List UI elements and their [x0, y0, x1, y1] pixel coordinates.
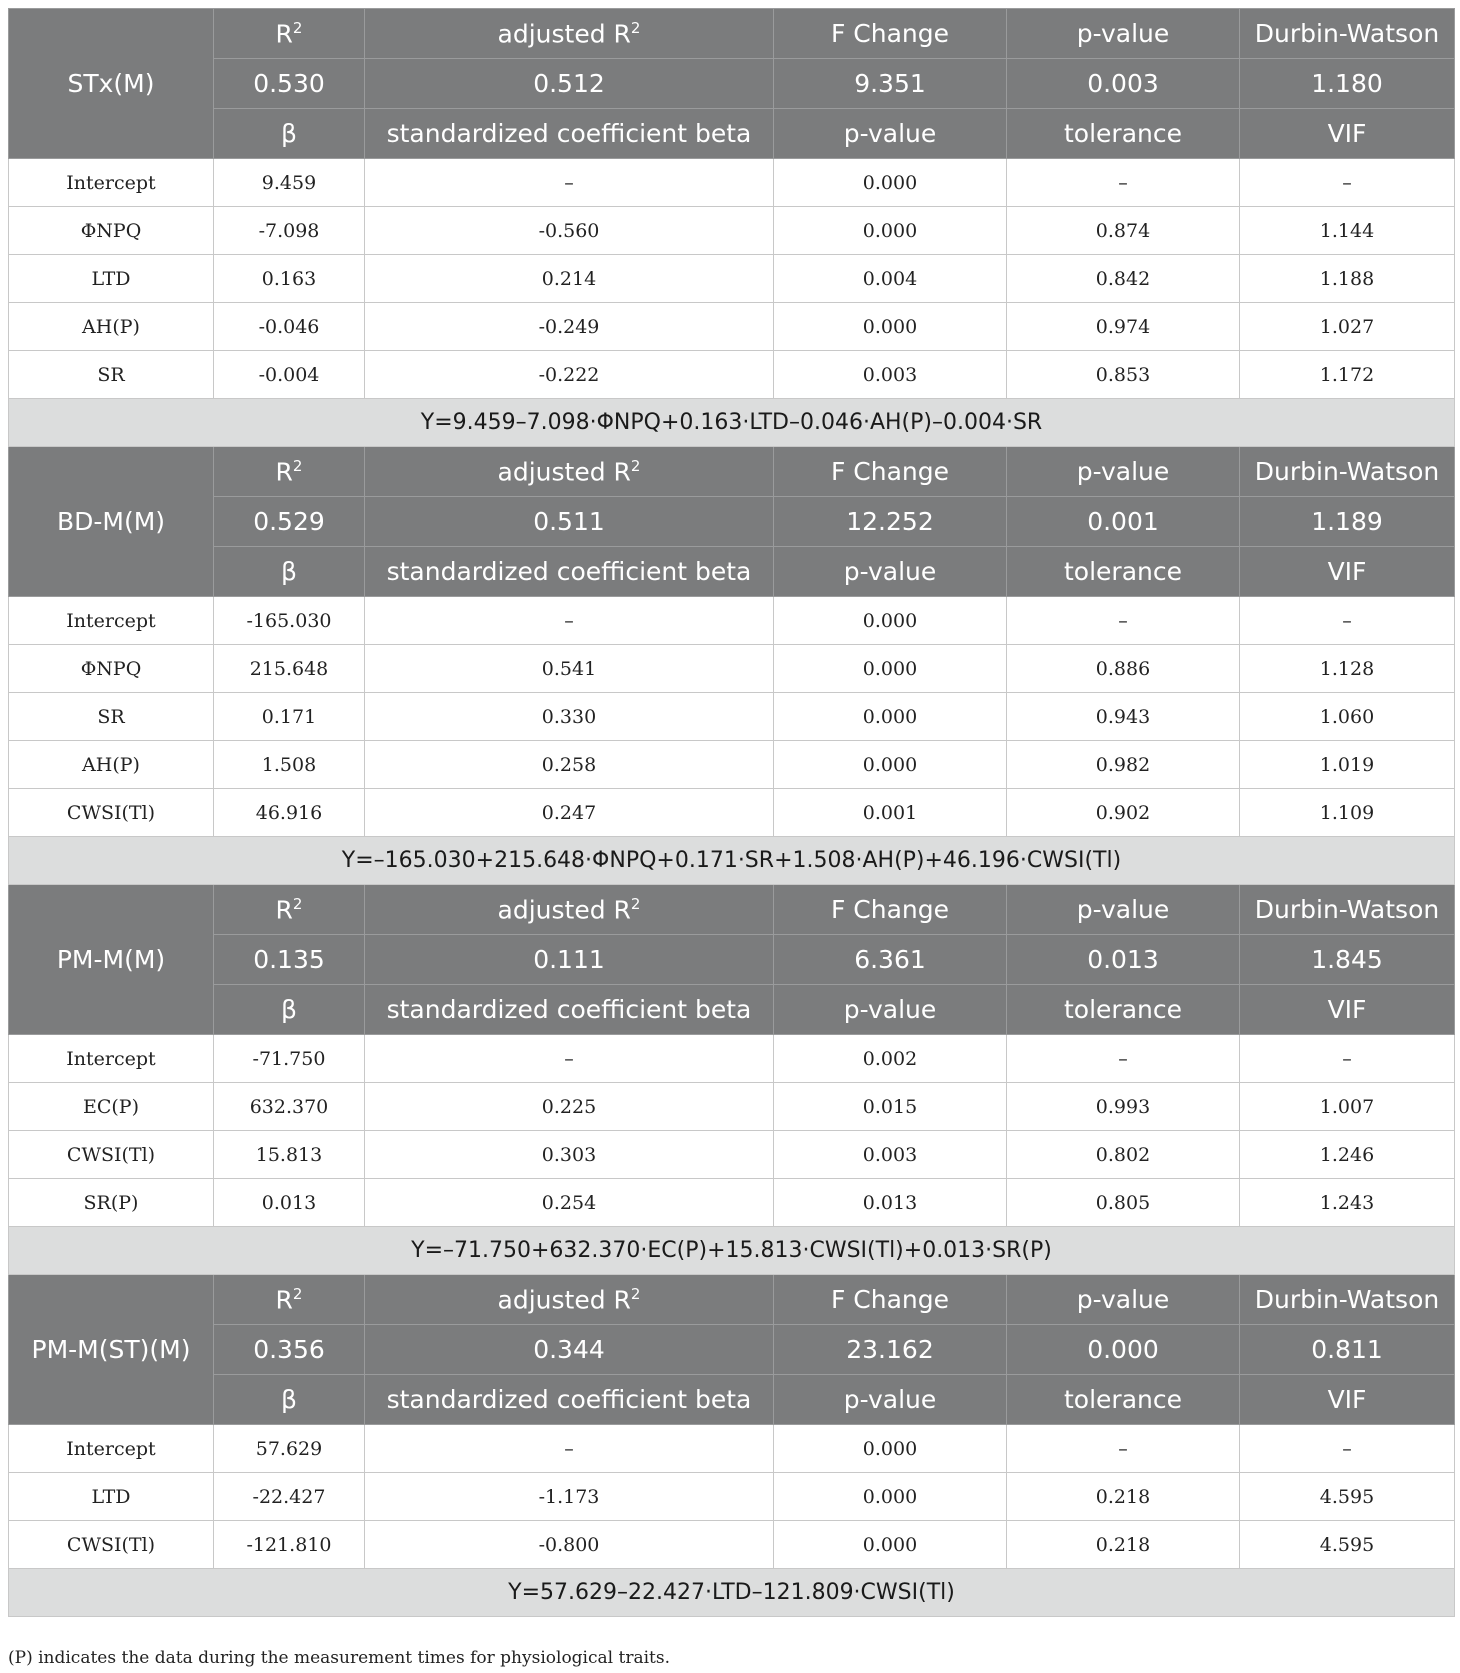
cell-beta: 0.171: [214, 693, 365, 741]
cell-variable: LTD: [9, 255, 214, 303]
cell-p-value: 0.000: [774, 645, 1007, 693]
p-value-value: 0.001: [1007, 497, 1240, 547]
cell-std-beta: –: [365, 1035, 774, 1083]
p-value-label: p-value: [1007, 447, 1240, 497]
cell-beta: 57.629: [214, 1425, 365, 1473]
table-row: [9, 1131, 1455, 1179]
p-value-value: 0.000: [1007, 1325, 1240, 1375]
model-name: BD-M(M): [9, 447, 214, 597]
cell-vif: –: [1240, 597, 1455, 645]
footnote: (P) indicates the data during the measurement times for physiological traits.: [8, 1648, 670, 1668]
model-stats-row: [9, 59, 1455, 109]
cell-variable: CWSI(Tl): [9, 1131, 214, 1179]
adjusted-r2-label: [365, 885, 774, 935]
model-stats-row: [9, 497, 1455, 547]
adjusted-r2-value: 0.512: [365, 59, 774, 109]
cell-beta: 46.916: [214, 789, 365, 837]
table-row: [9, 693, 1455, 741]
table-row: [9, 159, 1455, 207]
cell-std-beta: –: [365, 597, 774, 645]
coefficient-header-row: [9, 985, 1455, 1035]
table-row: [9, 1035, 1455, 1083]
cell-tolerance: 0.853: [1007, 351, 1240, 399]
r2-label-text: R: [275, 895, 293, 925]
durbin-watson-value: 1.180: [1240, 59, 1455, 109]
cell-tolerance: –: [1007, 1035, 1240, 1083]
cell-variable: EC(P): [9, 1083, 214, 1131]
cell-beta: 0.163: [214, 255, 365, 303]
adjusted-r2-label-text: adjusted R: [497, 895, 631, 925]
model-name: PM-M(M): [9, 885, 214, 1035]
cell-tolerance: 0.993: [1007, 1083, 1240, 1131]
beta-label: β: [214, 985, 365, 1035]
std-beta-label: standardized coefficient beta: [365, 547, 774, 597]
cell-beta: 632.370: [214, 1083, 365, 1131]
cell-beta: -7.098: [214, 207, 365, 255]
table-row: [9, 207, 1455, 255]
cell-beta: -71.750: [214, 1035, 365, 1083]
f-change-value: 6.361: [774, 935, 1007, 985]
p-value-label: p-value: [1007, 1275, 1240, 1325]
r2-label: [214, 447, 365, 497]
adjusted-r2-label-superscript: 2: [630, 894, 641, 913]
regression-equation: Y=57.629–22.427·LTD–121.809·CWSI(Tl): [9, 1569, 1455, 1617]
cell-p-value: 0.000: [774, 1521, 1007, 1569]
cell-p-value: 0.002: [774, 1035, 1007, 1083]
cell-tolerance: 0.802: [1007, 1131, 1240, 1179]
cell-p-value: 0.000: [774, 1473, 1007, 1521]
table-row: [9, 1473, 1455, 1521]
p-value-label: p-value: [1007, 885, 1240, 935]
cell-p-value: 0.004: [774, 255, 1007, 303]
std-beta-label: standardized coefficient beta: [365, 985, 774, 1035]
cell-vif: –: [1240, 159, 1455, 207]
regression-equation: Y=–71.750+632.370·EC(P)+15.813·CWSI(Tl)+0.013·SR(P): [9, 1227, 1455, 1275]
cell-beta: -22.427: [214, 1473, 365, 1521]
cell-tolerance: 0.805: [1007, 1179, 1240, 1227]
durbin-watson-label: Durbin-Watson: [1240, 1275, 1455, 1325]
cell-vif: –: [1240, 1035, 1455, 1083]
cell-std-beta: 0.254: [365, 1179, 774, 1227]
cell-variable: CWSI(Tl): [9, 1521, 214, 1569]
adjusted-r2-label-superscript: 2: [630, 456, 641, 475]
cell-tolerance: 0.902: [1007, 789, 1240, 837]
table-row: [9, 741, 1455, 789]
table-row: [9, 597, 1455, 645]
cell-vif: 1.007: [1240, 1083, 1455, 1131]
cell-tolerance: 0.886: [1007, 645, 1240, 693]
adjusted-r2-value: 0.344: [365, 1325, 774, 1375]
model-stats-row: [9, 1325, 1455, 1375]
cell-vif: 1.172: [1240, 351, 1455, 399]
cell-vif: 1.060: [1240, 693, 1455, 741]
r2-value: 0.529: [214, 497, 365, 547]
cell-beta: 0.013: [214, 1179, 365, 1227]
table-row: [9, 1083, 1455, 1131]
f-change-label: F Change: [774, 447, 1007, 497]
beta-label: β: [214, 547, 365, 597]
cell-vif: 1.019: [1240, 741, 1455, 789]
r2-label-superscript: 2: [292, 1284, 303, 1303]
tolerance-label: tolerance: [1007, 109, 1240, 159]
cell-variable: AH(P): [9, 741, 214, 789]
cell-std-beta: 0.247: [365, 789, 774, 837]
cell-p-value: 0.000: [774, 597, 1007, 645]
cell-std-beta: -0.800: [365, 1521, 774, 1569]
beta-label: β: [214, 109, 365, 159]
cell-std-beta: -0.222: [365, 351, 774, 399]
cell-std-beta: -0.249: [365, 303, 774, 351]
p-value-label: p-value: [1007, 9, 1240, 59]
std-beta-label: standardized coefficient beta: [365, 1375, 774, 1425]
r2-label-text: R: [275, 19, 293, 49]
adjusted-r2-label: [365, 1275, 774, 1325]
cell-beta: -0.004: [214, 351, 365, 399]
r2-label: [214, 1275, 365, 1325]
regression-equation: Y=–165.030+215.648·ΦNPQ+0.171·SR+1.508·AH(P)+46.196·CWSI(Tl): [9, 837, 1455, 885]
cell-beta: -165.030: [214, 597, 365, 645]
cell-p-value: 0.000: [774, 1425, 1007, 1473]
coef-p-value-label: p-value: [774, 985, 1007, 1035]
cell-tolerance: –: [1007, 159, 1240, 207]
table-row: [9, 351, 1455, 399]
model-name: STx(M): [9, 9, 214, 159]
durbin-watson-value: 1.845: [1240, 935, 1455, 985]
cell-tolerance: 0.974: [1007, 303, 1240, 351]
coefficient-header-row: [9, 1375, 1455, 1425]
r2-label: [214, 9, 365, 59]
cell-vif: 4.595: [1240, 1473, 1455, 1521]
cell-p-value: 0.003: [774, 1131, 1007, 1179]
cell-variable: SR(P): [9, 1179, 214, 1227]
cell-tolerance: 0.874: [1007, 207, 1240, 255]
equation-row: [9, 1569, 1455, 1617]
f-change-value: 9.351: [774, 59, 1007, 109]
table-row: [9, 1425, 1455, 1473]
vif-label: VIF: [1240, 547, 1455, 597]
cell-variable: ΦNPQ: [9, 645, 214, 693]
coef-p-value-label: p-value: [774, 1375, 1007, 1425]
model-name: PM-M(ST)(M): [9, 1275, 214, 1425]
cell-tolerance: 0.982: [1007, 741, 1240, 789]
cell-beta: 9.459: [214, 159, 365, 207]
cell-variable: SR: [9, 693, 214, 741]
model-header-row: [9, 9, 1455, 59]
cell-variable: Intercept: [9, 1425, 214, 1473]
cell-vif: 1.109: [1240, 789, 1455, 837]
r2-value: 0.356: [214, 1325, 365, 1375]
vif-label: VIF: [1240, 1375, 1455, 1425]
cell-variable: Intercept: [9, 1035, 214, 1083]
coefficient-header-row: [9, 547, 1455, 597]
cell-p-value: 0.000: [774, 159, 1007, 207]
r2-label-superscript: 2: [292, 456, 303, 475]
std-beta-label: standardized coefficient beta: [365, 109, 774, 159]
model-header-row: [9, 885, 1455, 935]
cell-variable: SR: [9, 351, 214, 399]
vif-label: VIF: [1240, 109, 1455, 159]
durbin-watson-label: Durbin-Watson: [1240, 885, 1455, 935]
cell-variable: AH(P): [9, 303, 214, 351]
adjusted-r2-label-superscript: 2: [630, 18, 641, 37]
cell-variable: CWSI(Tl): [9, 789, 214, 837]
cell-tolerance: 0.842: [1007, 255, 1240, 303]
p-value-value: 0.013: [1007, 935, 1240, 985]
coef-p-value-label: p-value: [774, 109, 1007, 159]
cell-variable: LTD: [9, 1473, 214, 1521]
tolerance-label: tolerance: [1007, 547, 1240, 597]
tolerance-label: tolerance: [1007, 1375, 1240, 1425]
cell-std-beta: 0.303: [365, 1131, 774, 1179]
durbin-watson-value: 1.189: [1240, 497, 1455, 547]
cell-std-beta: 0.541: [365, 645, 774, 693]
coefficient-header-row: [9, 109, 1455, 159]
cell-std-beta: -1.173: [365, 1473, 774, 1521]
cell-vif: 1.188: [1240, 255, 1455, 303]
cell-p-value: 0.000: [774, 207, 1007, 255]
model-stats-row: [9, 935, 1455, 985]
equation-row: [9, 1227, 1455, 1275]
table-row: [9, 255, 1455, 303]
r2-label-text: R: [275, 457, 293, 487]
cell-beta: 215.648: [214, 645, 365, 693]
regression-equation: Y=9.459–7.098·ΦNPQ+0.163·LTD–0.046·AH(P)–0.004·SR: [9, 399, 1455, 447]
cell-tolerance: 0.218: [1007, 1521, 1240, 1569]
table-row: [9, 789, 1455, 837]
cell-std-beta: 0.258: [365, 741, 774, 789]
p-value-value: 0.003: [1007, 59, 1240, 109]
coef-p-value-label: p-value: [774, 547, 1007, 597]
cell-std-beta: 0.225: [365, 1083, 774, 1131]
f-change-value: 12.252: [774, 497, 1007, 547]
cell-vif: 1.246: [1240, 1131, 1455, 1179]
cell-std-beta: -0.560: [365, 207, 774, 255]
cell-variable: Intercept: [9, 159, 214, 207]
cell-p-value: 0.015: [774, 1083, 1007, 1131]
table-row: [9, 1521, 1455, 1569]
r2-label: [214, 885, 365, 935]
cell-vif: 4.595: [1240, 1521, 1455, 1569]
r2-value: 0.135: [214, 935, 365, 985]
f-change-label: F Change: [774, 9, 1007, 59]
beta-label: β: [214, 1375, 365, 1425]
adjusted-r2-label-superscript: 2: [630, 1284, 641, 1303]
f-change-label: F Change: [774, 885, 1007, 935]
cell-p-value: 0.000: [774, 741, 1007, 789]
cell-std-beta: 0.330: [365, 693, 774, 741]
cell-vif: –: [1240, 1425, 1455, 1473]
durbin-watson-label: Durbin-Watson: [1240, 9, 1455, 59]
cell-variable: Intercept: [9, 597, 214, 645]
r2-label-text: R: [275, 1285, 293, 1315]
tolerance-label: tolerance: [1007, 985, 1240, 1035]
r2-value: 0.530: [214, 59, 365, 109]
table-row: [9, 303, 1455, 351]
cell-vif: 1.128: [1240, 645, 1455, 693]
adjusted-r2-label: [365, 9, 774, 59]
r2-label-superscript: 2: [292, 894, 303, 913]
cell-p-value: 0.000: [774, 303, 1007, 351]
model-header-row: [9, 447, 1455, 497]
cell-std-beta: 0.214: [365, 255, 774, 303]
durbin-watson-value: 0.811: [1240, 1325, 1455, 1375]
cell-beta: -121.810: [214, 1521, 365, 1569]
cell-vif: 1.027: [1240, 303, 1455, 351]
table-row: [9, 645, 1455, 693]
cell-beta: -0.046: [214, 303, 365, 351]
cell-variable: ΦNPQ: [9, 207, 214, 255]
table-row: [9, 1179, 1455, 1227]
cell-std-beta: –: [365, 159, 774, 207]
regression-table-container: [8, 8, 1454, 1617]
f-change-label: F Change: [774, 1275, 1007, 1325]
cell-tolerance: –: [1007, 597, 1240, 645]
cell-beta: 1.508: [214, 741, 365, 789]
adjusted-r2-label-text: adjusted R: [497, 1285, 631, 1315]
adjusted-r2-label-text: adjusted R: [497, 457, 631, 487]
adjusted-r2-value: 0.111: [365, 935, 774, 985]
cell-vif: 1.243: [1240, 1179, 1455, 1227]
r2-label-superscript: 2: [292, 18, 303, 37]
adjusted-r2-label: [365, 447, 774, 497]
vif-label: VIF: [1240, 985, 1455, 1035]
cell-p-value: 0.001: [774, 789, 1007, 837]
cell-vif: 1.144: [1240, 207, 1455, 255]
equation-row: [9, 399, 1455, 447]
cell-tolerance: –: [1007, 1425, 1240, 1473]
cell-p-value: 0.000: [774, 693, 1007, 741]
equation-row: [9, 837, 1455, 885]
cell-p-value: 0.013: [774, 1179, 1007, 1227]
regression-table: [8, 8, 1455, 1617]
cell-std-beta: –: [365, 1425, 774, 1473]
cell-p-value: 0.003: [774, 351, 1007, 399]
cell-tolerance: 0.943: [1007, 693, 1240, 741]
adjusted-r2-value: 0.511: [365, 497, 774, 547]
f-change-value: 23.162: [774, 1325, 1007, 1375]
durbin-watson-label: Durbin-Watson: [1240, 447, 1455, 497]
cell-tolerance: 0.218: [1007, 1473, 1240, 1521]
adjusted-r2-label-text: adjusted R: [497, 19, 631, 49]
cell-beta: 15.813: [214, 1131, 365, 1179]
model-header-row: [9, 1275, 1455, 1325]
